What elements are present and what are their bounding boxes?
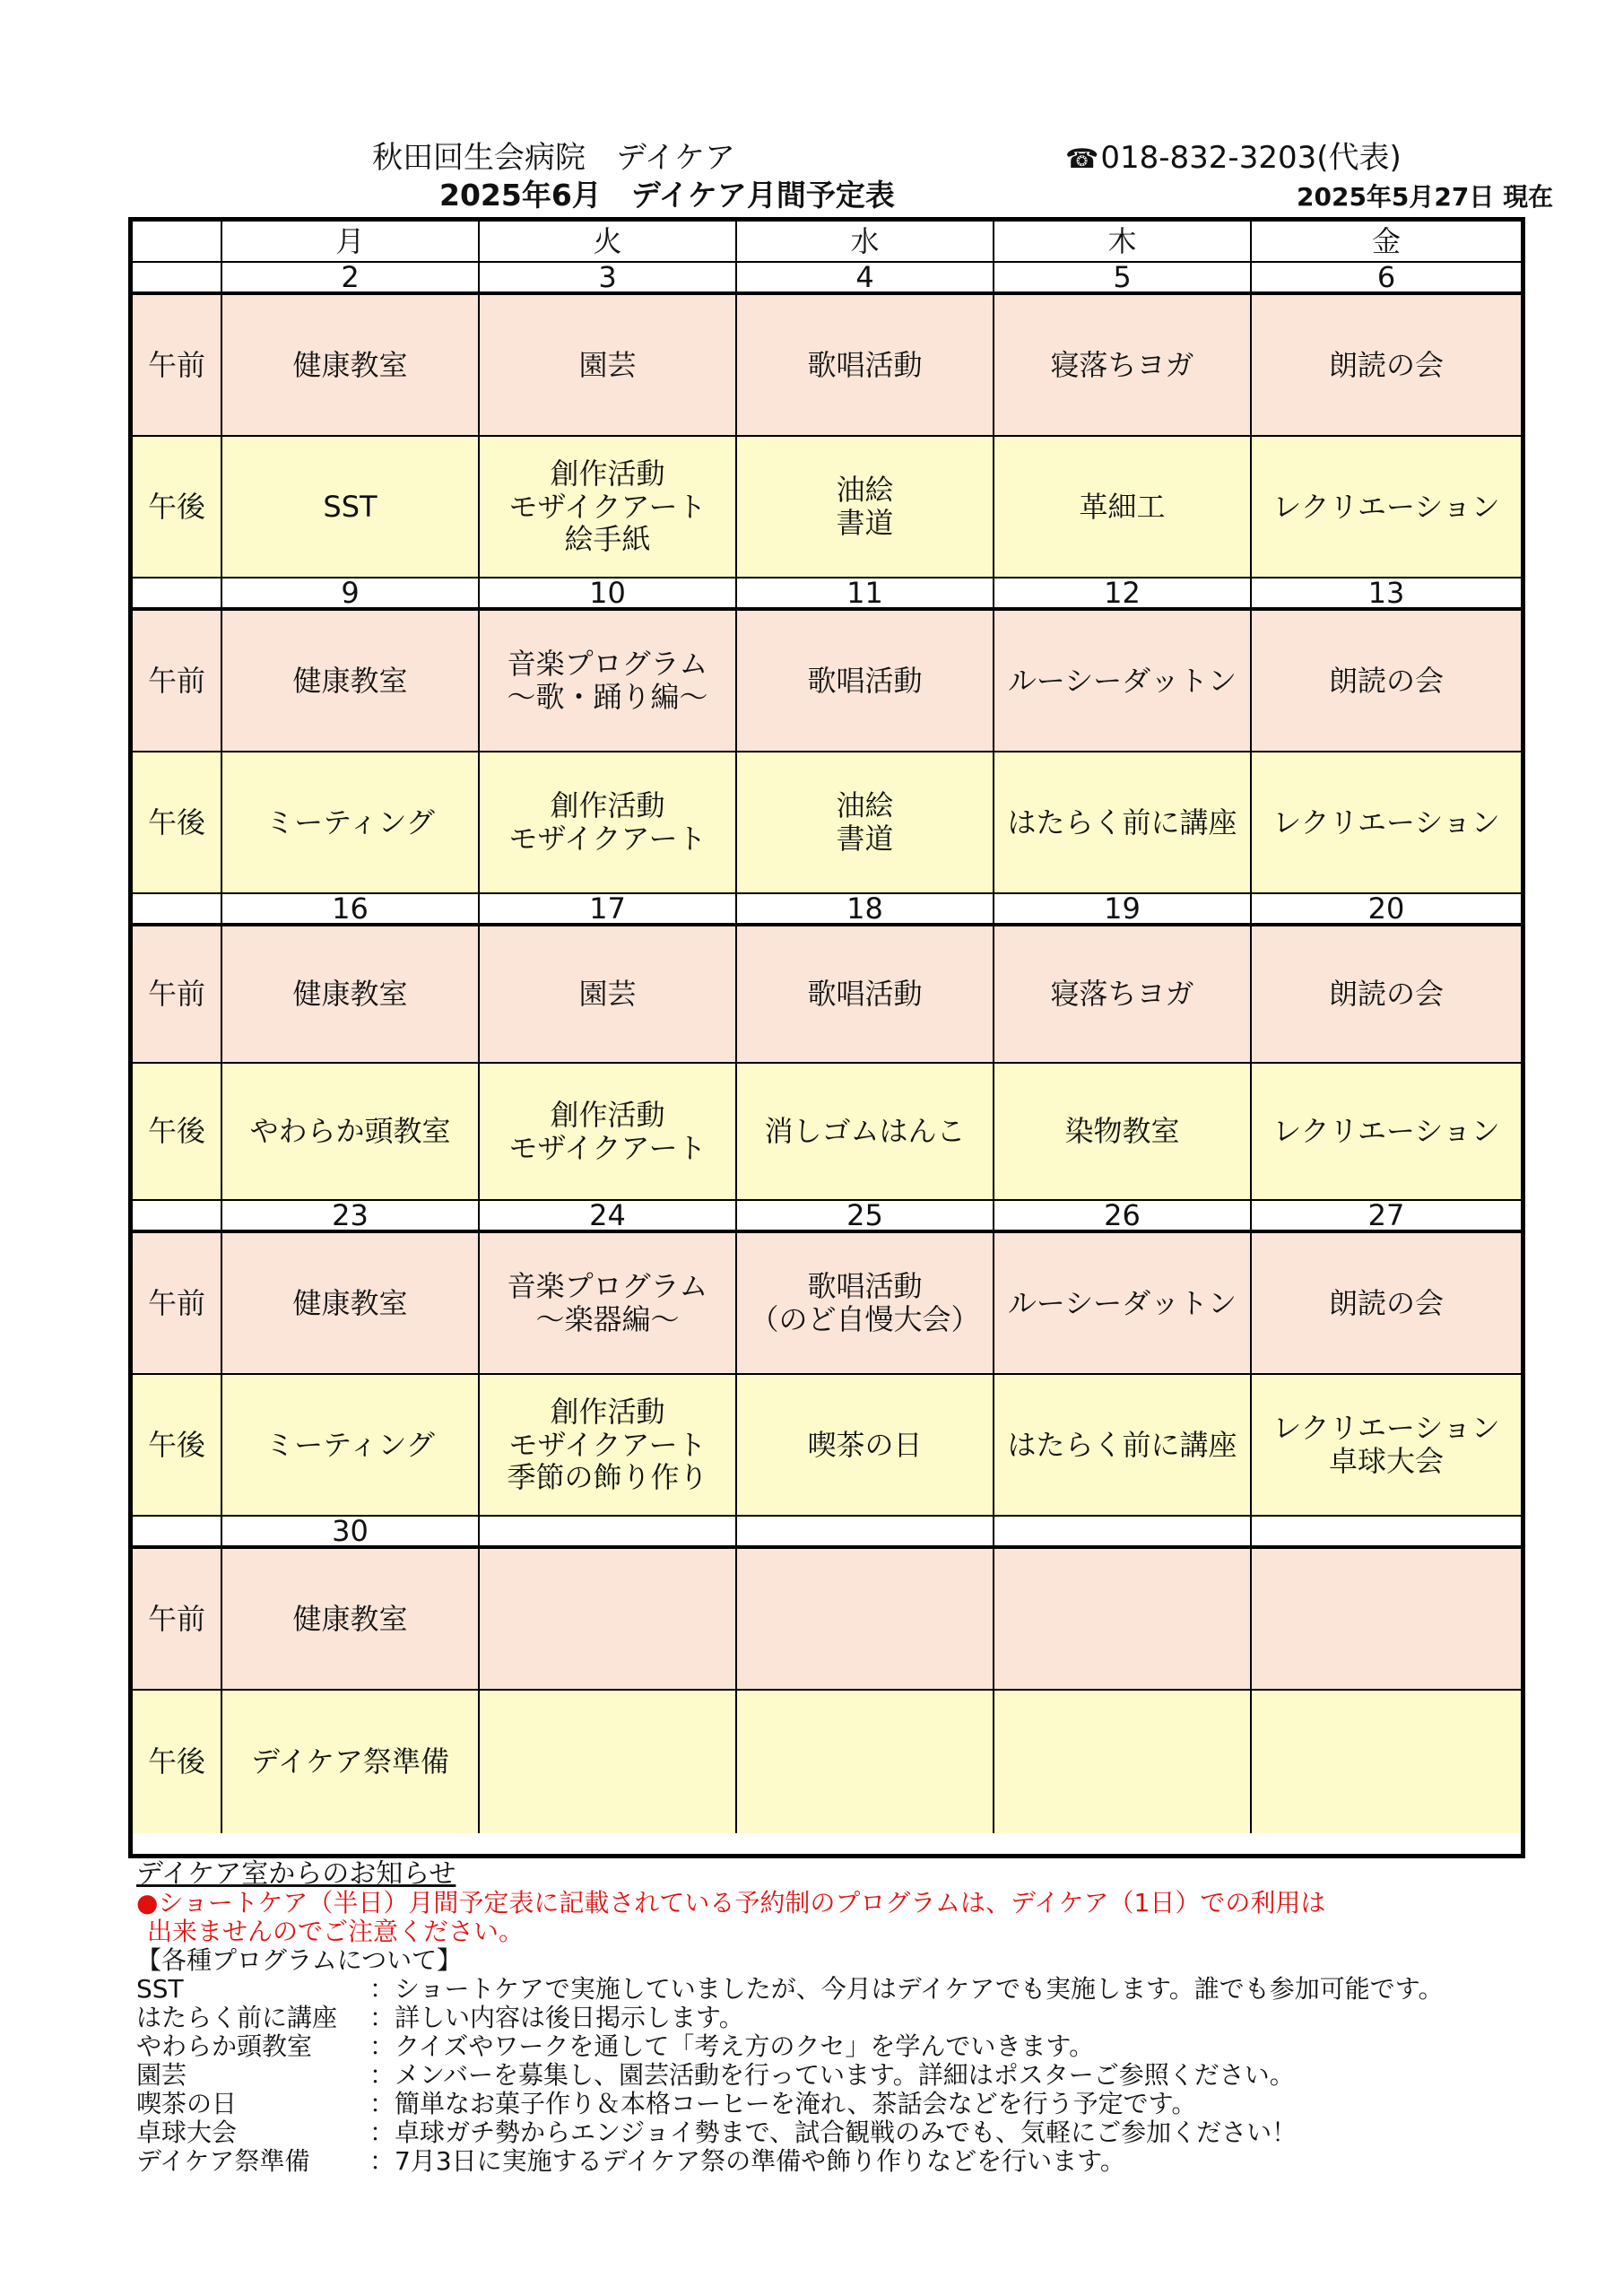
cell-text: ルーシーダットン bbox=[1007, 663, 1237, 698]
program-desc: ：メンバーを募集し、園芸活動を行っています。詳細はポスターご参照ください。 bbox=[369, 2060, 1295, 2090]
program-desc: ：詳しい内容は後日掲示します。 bbox=[369, 2003, 744, 2032]
cell-text: 健康教室 bbox=[292, 1285, 408, 1320]
date-cell bbox=[994, 1517, 1252, 1549]
am-activity bbox=[1252, 926, 1521, 1064]
date-cell: 25 bbox=[737, 1201, 994, 1233]
cell-text: 音楽プログラム ～楽器編～ bbox=[507, 1269, 708, 1336]
program-desc: ：クイズやワークを通して「考え方のクセ」を学んでいきます。 bbox=[369, 2031, 1095, 2061]
pm-activity bbox=[480, 437, 737, 578]
program-name: 喫茶の日 bbox=[136, 2089, 238, 2118]
cell-text: 歌唱活動 bbox=[807, 663, 923, 698]
cell-text: 寝落ちヨガ bbox=[1050, 347, 1194, 382]
schedule-table bbox=[128, 217, 1525, 1858]
date-cell: 9 bbox=[222, 578, 480, 611]
program-row bbox=[136, 2061, 1444, 2090]
pm-activity bbox=[222, 437, 480, 578]
date-cell: 26 bbox=[994, 1201, 1252, 1233]
program-row bbox=[136, 2032, 1444, 2061]
date-cell bbox=[1252, 1517, 1521, 1549]
program-row bbox=[136, 2004, 1444, 2032]
am-activity bbox=[994, 1233, 1252, 1375]
cell-text: ミーティング bbox=[265, 804, 435, 839]
pm-activity bbox=[737, 1064, 994, 1201]
date-cell: 24 bbox=[480, 1201, 737, 1233]
am-label: 午前 bbox=[133, 295, 222, 437]
pm-activity bbox=[480, 752, 737, 894]
cell-text: やわらか頭教室 bbox=[249, 1114, 451, 1149]
date-row-spacer bbox=[133, 1517, 222, 1549]
cell-text: 園芸 bbox=[578, 977, 637, 1012]
program-desc: ：卓球ガチ勢からエンジョイ勢まで、試合観戦のみでも、気軽にご参加ください！ bbox=[369, 2118, 1298, 2147]
date-cell: 30 bbox=[222, 1517, 480, 1549]
cell-text: 朗読の会 bbox=[1328, 663, 1444, 698]
cell-text: 音楽プログラム ～歌・踊り編～ bbox=[507, 647, 708, 714]
as-of-date: 2025年5月27日 現在 bbox=[1297, 182, 1554, 212]
pm-activity bbox=[737, 1691, 994, 1833]
pm-activity bbox=[994, 1375, 1252, 1517]
cell-text: 健康教室 bbox=[292, 663, 408, 698]
program-name: SST bbox=[136, 1974, 184, 2004]
cell-text: 油絵 書道 bbox=[836, 473, 894, 540]
program-row bbox=[136, 2118, 1444, 2147]
pm-label: 午後 bbox=[133, 752, 222, 894]
am-activity bbox=[737, 926, 994, 1064]
am-activity bbox=[994, 611, 1252, 752]
program-desc: ：ショートケアで実施していましたが、今月はデイケアでも実施します。誰でも参加可能です。 bbox=[369, 1974, 1444, 2004]
date-row-spacer bbox=[133, 1201, 222, 1233]
warning-text-1: ショートケア（半日）月間予定表に記載されている予約制のプログラムは、デイケア（1日）での利用は bbox=[158, 1888, 1326, 1918]
pm-label: 午後 bbox=[133, 1375, 222, 1517]
program-name: やわらか頭教室 bbox=[136, 2031, 313, 2061]
pm-activity bbox=[222, 1064, 480, 1201]
corner-cell bbox=[133, 222, 222, 263]
date-cell: 20 bbox=[1252, 894, 1521, 926]
cell-text: レクリエーション 卓球大会 bbox=[1272, 1411, 1500, 1478]
pm-activity bbox=[1252, 1064, 1521, 1201]
date-row-spacer bbox=[133, 263, 222, 295]
am-activity bbox=[1252, 611, 1521, 752]
date-cell: 4 bbox=[737, 263, 994, 295]
pm-activity bbox=[222, 1691, 480, 1833]
pm-activity bbox=[480, 1691, 737, 1833]
date-cell: 11 bbox=[737, 578, 994, 611]
pm-activity bbox=[1252, 752, 1521, 894]
am-activity bbox=[480, 926, 737, 1064]
cell-text: 歌唱活動 （のど自慢大会） bbox=[750, 1269, 980, 1336]
program-name: 園芸 bbox=[136, 2060, 187, 2090]
program-desc: ：7月3日に実施するデイケア祭の準備や飾り作りなどを行います。 bbox=[369, 2146, 1125, 2176]
pm-activity bbox=[994, 1064, 1252, 1201]
pm-activity bbox=[1252, 1691, 1521, 1833]
pm-activity bbox=[222, 752, 480, 894]
cell-text: レクリエーション bbox=[1272, 1114, 1500, 1149]
am-activity bbox=[737, 295, 994, 437]
date-cell: 19 bbox=[994, 894, 1252, 926]
pm-activity bbox=[1252, 1375, 1521, 1517]
pm-label: 午後 bbox=[133, 1691, 222, 1833]
weekday-header: 木 bbox=[994, 222, 1252, 263]
cell-text: 油絵 書道 bbox=[836, 788, 894, 856]
warning-line bbox=[136, 1889, 1444, 1918]
cell-text: 朗読の会 bbox=[1328, 1285, 1444, 1320]
am-activity bbox=[222, 1549, 480, 1691]
date-cell: 13 bbox=[1252, 578, 1521, 611]
cell-text: はたらく前に講座 bbox=[1007, 1427, 1237, 1462]
pm-activity bbox=[737, 752, 994, 894]
cell-text: 創作活動 モザイクアート bbox=[508, 1097, 707, 1165]
pm-activity bbox=[994, 752, 1252, 894]
date-cell: 6 bbox=[1252, 263, 1521, 295]
date-cell: 3 bbox=[480, 263, 737, 295]
date-cell: 5 bbox=[994, 263, 1252, 295]
pm-label: 午後 bbox=[133, 1064, 222, 1201]
cell-text: 寝落ちヨガ bbox=[1050, 977, 1194, 1012]
notices-title: デイケア室からのお知らせ bbox=[136, 1858, 456, 1890]
program-name: はたらく前に講座 bbox=[136, 2003, 338, 2032]
cell-text: ルーシーダットン bbox=[1007, 1285, 1237, 1320]
cell-text: 革細工 bbox=[1079, 489, 1166, 524]
telephone-icon: ☎ bbox=[1065, 144, 1099, 175]
am-activity bbox=[480, 611, 737, 752]
am-label: 午前 bbox=[133, 926, 222, 1064]
am-activity bbox=[994, 926, 1252, 1064]
program-desc: ：簡単なお菓子作り＆本格コーヒーを淹れ、茶話会などを行う予定です。 bbox=[369, 2089, 1197, 2118]
date-cell: 2 bbox=[222, 263, 480, 295]
date-cell bbox=[737, 1517, 994, 1549]
am-label: 午前 bbox=[133, 1233, 222, 1375]
cell-text: 朗読の会 bbox=[1328, 977, 1444, 1012]
cell-text: 朗読の会 bbox=[1328, 347, 1444, 382]
cell-text: はたらく前に講座 bbox=[1007, 804, 1237, 839]
cell-text: 染物教室 bbox=[1064, 1114, 1180, 1149]
am-activity bbox=[737, 611, 994, 752]
pm-activity bbox=[222, 1375, 480, 1517]
cell-text: 園芸 bbox=[578, 347, 637, 382]
program-list bbox=[136, 1975, 1444, 2176]
weekday-header: 金 bbox=[1252, 222, 1521, 263]
am-activity bbox=[480, 295, 737, 437]
pm-activity bbox=[1252, 437, 1521, 578]
cell-text: 創作活動 モザイクアート bbox=[508, 788, 707, 856]
page-title: 2025年6月 デイケア月間予定表 bbox=[439, 178, 895, 213]
date-cell: 10 bbox=[480, 578, 737, 611]
warning-text-2: 出来ませんのでご注意ください。 bbox=[147, 1917, 525, 1946]
program-row bbox=[136, 1975, 1444, 2004]
am-label: 午前 bbox=[133, 1549, 222, 1691]
am-activity bbox=[1252, 295, 1521, 437]
am-activity bbox=[222, 611, 480, 752]
weekday-header: 水 bbox=[737, 222, 994, 263]
cell-text: 消しゴムはんこ bbox=[764, 1114, 966, 1149]
hospital-name: 秋田回生会病院 デイケア bbox=[372, 140, 735, 176]
date-cell: 12 bbox=[994, 578, 1252, 611]
pm-activity bbox=[737, 437, 994, 578]
date-cell: 23 bbox=[222, 1201, 480, 1233]
am-activity bbox=[222, 926, 480, 1064]
cell-text: 歌唱活動 bbox=[807, 977, 923, 1012]
am-activity bbox=[1252, 1233, 1521, 1375]
am-activity bbox=[222, 1233, 480, 1375]
pm-activity bbox=[994, 1691, 1252, 1833]
am-activity bbox=[480, 1233, 737, 1375]
date-row-spacer bbox=[133, 578, 222, 611]
cell-text: 歌唱活動 bbox=[807, 347, 923, 382]
weekday-header: 火 bbox=[480, 222, 737, 263]
cell-text: レクリエーション bbox=[1272, 804, 1500, 839]
date-cell: 27 bbox=[1252, 1201, 1521, 1233]
program-row bbox=[136, 2090, 1444, 2118]
cell-text: 健康教室 bbox=[292, 977, 408, 1012]
phone-text: 018-832-3203(代表) bbox=[1100, 140, 1402, 176]
cell-text: 創作活動 モザイクアート 季節の飾り作り bbox=[507, 1394, 708, 1495]
notices-section bbox=[136, 1860, 1444, 2176]
weekday-header: 月 bbox=[222, 222, 480, 263]
date-cell: 18 bbox=[737, 894, 994, 926]
program-name: デイケア祭準備 bbox=[136, 2146, 310, 2176]
date-cell bbox=[480, 1517, 737, 1549]
pm-activity bbox=[737, 1375, 994, 1517]
cell-text: 健康教室 bbox=[292, 1601, 408, 1636]
cell-text: レクリエーション bbox=[1272, 489, 1500, 524]
pm-activity bbox=[994, 437, 1252, 578]
program-name: 卓球大会 bbox=[136, 2118, 238, 2147]
cell-text: 創作活動 モザイクアート 絵手紙 bbox=[508, 456, 707, 557]
date-row-spacer bbox=[133, 894, 222, 926]
date-cell: 16 bbox=[222, 894, 480, 926]
cell-text: デイケア祭準備 bbox=[250, 1744, 450, 1779]
am-activity bbox=[994, 1549, 1252, 1691]
am-activity bbox=[737, 1549, 994, 1691]
am-label: 午前 bbox=[133, 611, 222, 752]
pm-label: 午後 bbox=[133, 437, 222, 578]
cell-text: ミーティング bbox=[265, 1427, 435, 1462]
red-dot-icon: ● bbox=[136, 1888, 159, 1918]
program-section-title: 【各種プログラムについて】 bbox=[136, 1945, 463, 1975]
cell-text: 喫茶の日 bbox=[807, 1427, 923, 1462]
am-activity bbox=[1252, 1549, 1521, 1691]
phone-number bbox=[1065, 133, 1402, 177]
program-row bbox=[136, 2147, 1444, 2176]
am-activity bbox=[480, 1549, 737, 1691]
date-cell: 17 bbox=[480, 894, 737, 926]
pm-activity bbox=[480, 1375, 737, 1517]
pm-activity bbox=[480, 1064, 737, 1201]
am-activity bbox=[222, 295, 480, 437]
cell-text: SST bbox=[323, 489, 378, 524]
am-activity bbox=[994, 295, 1252, 437]
cell-text: 健康教室 bbox=[292, 347, 408, 382]
am-activity bbox=[737, 1233, 994, 1375]
